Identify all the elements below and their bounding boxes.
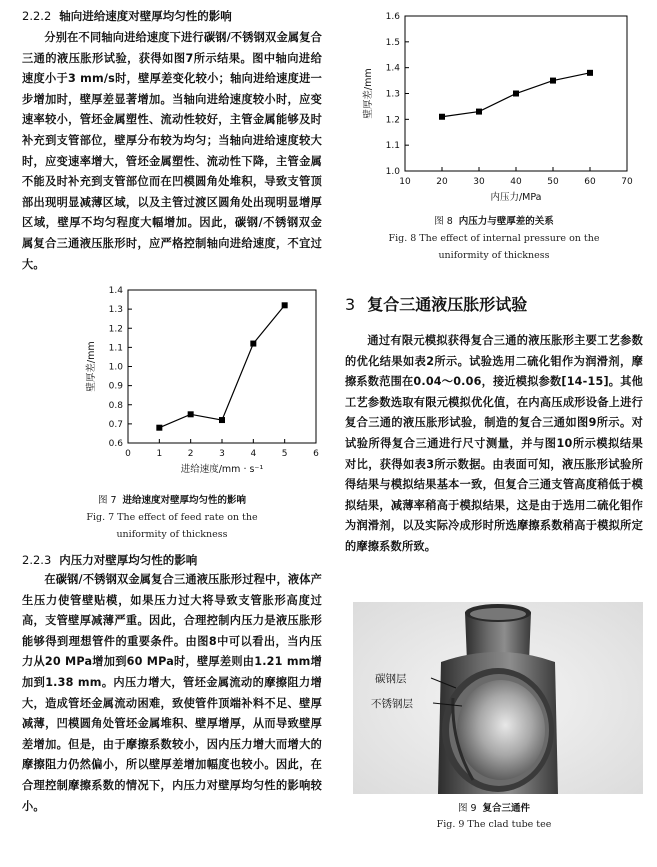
y-tick-label: 1.4 (108, 286, 123, 296)
stainless-steel-layer-label: 不锈钢层 (371, 698, 413, 710)
y-axis-label: 壁厚差/mm (363, 68, 374, 119)
figure-number: 图 8 (434, 216, 453, 227)
figure-title: 复合三通件 (482, 803, 531, 814)
data-point (188, 411, 194, 417)
x-tick-label: 3 (219, 449, 225, 459)
section-2-2-2-heading (22, 8, 322, 24)
x-tick-label: 20 (436, 177, 448, 187)
x-tick-label: 2 (187, 449, 194, 459)
figure-9-caption-cn (345, 800, 643, 814)
data-point (282, 302, 288, 308)
y-tick-label: 1.3 (108, 305, 123, 316)
x-axis-label: 进给速度/mm · s⁻¹ (180, 464, 264, 475)
y-tick-label: 1.2 (108, 324, 123, 335)
y-tick-label: 1.1 (108, 343, 123, 354)
data-point (156, 425, 162, 431)
x-tick-label: 70 (621, 177, 633, 187)
data-point (550, 78, 556, 84)
figure-7-caption-en-line1: Fig. 7 The effect of feed rate on the (86, 512, 258, 523)
figure-8-caption-cn (345, 213, 643, 227)
x-axis-label: 内压力/MPa (490, 192, 542, 203)
x-tick-label: 0 (125, 449, 131, 459)
x-tick-label: 50 (547, 177, 559, 187)
y-tick-label: 1.5 (385, 37, 400, 48)
x-tick-label: 10 (399, 177, 411, 187)
section-title: 复合三通液压胀形试验 (367, 295, 528, 314)
x-tick-label: 4 (250, 449, 257, 459)
y-tick-label: 1.2 (385, 115, 400, 126)
data-point (476, 109, 482, 115)
figure-number: 图 9 (457, 803, 477, 814)
figure-8-chart (353, 4, 643, 204)
section-title: 内压力对壁厚均匀性的影响 (59, 553, 198, 567)
section-number: 3 (345, 295, 356, 314)
figure-7-chart (34, 282, 324, 482)
y-tick-label: 1.6 (385, 12, 400, 22)
section-number: 2.2.2 (22, 9, 52, 23)
x-tick-label: 40 (510, 177, 522, 187)
y-tick-label: 1.4 (385, 63, 400, 74)
data-point (513, 91, 519, 97)
data-point (439, 114, 445, 120)
y-axis-label: 壁厚差/mm (86, 341, 97, 392)
figure-number: 图 7 (97, 495, 117, 506)
figure-8-caption-en-line1: Fig. 8 The effect of internal pressure on the (388, 233, 600, 244)
y-tick-label: 0.7 (108, 419, 123, 430)
figure-8-caption-en-line2: uniformity of thickness (438, 250, 550, 261)
figure-title: 内压力与壁厚差的关系 (458, 216, 554, 227)
data-point (587, 70, 593, 76)
data-point (219, 417, 225, 423)
y-tick-label: 0.9 (108, 381, 123, 392)
figure-9-photo (353, 602, 643, 794)
figure-7-caption-en-line2: uniformity of thickness (116, 529, 228, 540)
section-2-2-3-heading (22, 552, 322, 568)
data-point (250, 341, 256, 347)
section-number: 2.2.3 (22, 553, 52, 567)
x-tick-label: 1 (156, 449, 163, 459)
section-title: 轴向进给速度对壁厚均匀性的影响 (59, 9, 232, 23)
figure-7-caption-cn (22, 492, 322, 506)
series-line (159, 305, 284, 427)
x-tick-label: 6 (313, 449, 319, 459)
section-2-2-3-paragraph: 在碳钢/不锈钢双金属复合三通液压胀形过程中，液体产生压力使管壁贴模，如果压力过大将导致支管胀形高度过高，支管壁厚减薄严重。因此，合理控制内压力是液压胀形能够得到理想管件的重要条件。由图8中可以看出，当内压力从20 MPa增加到60 MPa时，壁厚差则由1.21 mm增加到1.38 mm。内压力增大，管坯金属流动的摩擦阻力增大，造成管坯金属流动困难，致使管件顶端补料不足、壁厚减薄，凹模圆角处管坯金属堆积、壁厚增厚，从而导致壁厚差增加。但是，由于摩擦系数较小，因内压力增大而增大的摩擦阻力仍然偏小，所以壁厚差增加幅度也较小。因此，在合理控制摩擦系数的情况下，内压力对壁厚均匀性的影响较小。 (22, 573, 322, 813)
section-2-2-2-paragraph: 分别在不同轴向进给速度下进行碳钢/不锈钢双金属复合三通的液压胀形试验，获得如图7所示结果。图中轴向进给速度小于3 mm/s时，壁厚差变化较小；轴向进给速度进一步增加时，壁厚差显著增加。当轴向进给速度较小时，应变速率较小，管坯金属塑性、流动性较好，主管金属能够及时补充到支管部位，壁厚分布较为均匀；当轴向进给速度较大时，应变速率增大，管坯金属塑性、流动性下降，主管金属不能及时补充到支管部位而在凹模圆角处堆积，导致支管顶部出现明显减薄区域，以及主管过渡区圆角处出现明显增厚区域，壁厚不均匀程度大幅增加。因此，碳钢/不锈钢双金属复合三通液压胀形时，应严格控制轴向进给速度，不宜过大。 (22, 31, 322, 271)
x-tick-label: 30 (473, 177, 485, 187)
y-tick-label: 1.3 (385, 89, 400, 100)
x-tick-label: 60 (584, 177, 596, 187)
section-3-heading (345, 292, 643, 315)
y-tick-label: 1.0 (108, 362, 123, 373)
section-3-paragraph: 通过有限元模拟获得复合三通的液压胀形主要工艺参数的优化结果如表2所示。试验选用二硫化钼作为润滑剂，摩擦系数范围在0.04～0.06，接近模拟参数[14-15]。其他工艺参数选取有限元模拟优化值，在内高压成形设备上进行复合三通的液压胀形试验，制造的复合三通如图9所示。对试验所得复合三通进行尺寸测量，并与图10所示模拟结果对比，获得如表3所示数据。由表面可知，液压胀形试验所得结果与模拟结果基本一致，但复合三通支管高度稍低于模拟结果，减薄率稍高于模拟结果，这是由于选用二硫化钼作为润滑剂，以及实际冷成形时所选摩擦系数稍高于模拟所定的摩擦系数所致。 (345, 334, 643, 553)
x-tick-label: 5 (281, 449, 288, 459)
figure-title: 进给速度对壁厚均匀性的影响 (122, 495, 247, 506)
carbon-steel-layer-label: 碳钢层 (375, 673, 407, 685)
figure-9-caption-en: Fig. 9 The clad tube tee (436, 819, 552, 830)
y-tick-label: 1.0 (385, 167, 400, 177)
y-tick-label: 0.8 (108, 400, 123, 411)
clad-tube-tee-image (353, 602, 643, 794)
y-tick-label: 1.1 (385, 141, 400, 152)
y-tick-label: 0.6 (108, 439, 123, 449)
